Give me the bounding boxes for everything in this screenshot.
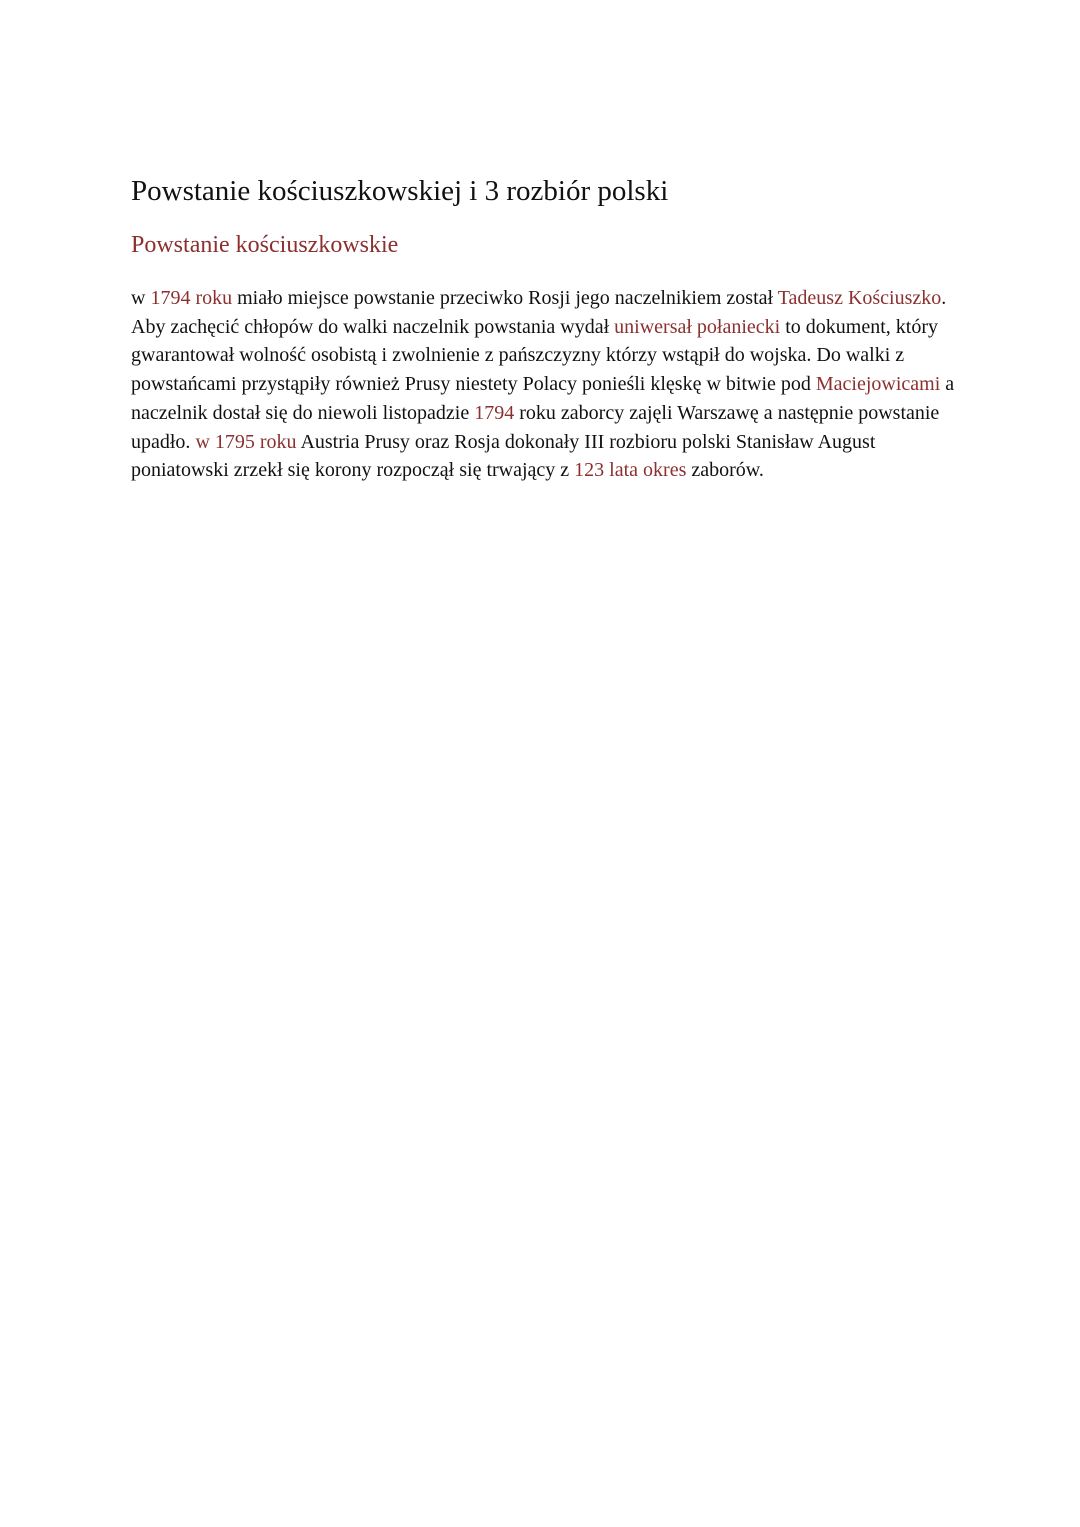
text-run: w [131, 287, 151, 309]
text-run: a naczelnik dostał się do niewoli listopadzie [131, 373, 955, 424]
text-run: miało miejsce powstanie przeciwko Rosji jego naczelnikiem został [232, 287, 778, 309]
highlighted-text: Maciejowicami [815, 373, 941, 396]
highlighted-text: 1794 [474, 401, 515, 424]
document-content [131, 170, 961, 485]
section-heading: Powstanie kościuszkowskie [131, 232, 399, 258]
highlighted-text: Tadeusz Kościuszko [777, 287, 942, 309]
highlighted-text: uniwersał połaniecki [614, 315, 781, 338]
text-run: Austria Prusy oraz Rosja dokonały III rozbioru polski Stanisław August poniatowski zrzekł się korony rozpoczął się trwający z [131, 430, 876, 482]
highlighted-text: 123 lata okres [574, 459, 687, 482]
body-paragraph [131, 284, 961, 485]
highlighted-text: 1794 roku [150, 287, 233, 309]
text-run: . Aby zachęcić chłopów do walki naczelnik powstania wydał [131, 287, 947, 338]
text-run: zaborów. [686, 459, 764, 482]
text-run: to dokument, który gwarantował wolność osobistą i zwolnienie z pańszczyzny którzy wstąpił do wojska. Do walki z powstańcami przystąpiły również Prusy niestety Polacy ponieśli klęskę w bitwie pod [131, 315, 938, 396]
document-title: Powstanie kościuszkowskiej i 3 rozbiór polski [131, 175, 669, 207]
highlighted-text: w 1795 roku [195, 430, 297, 453]
text-run: roku zaborcy zajęli Warszawę a następnie powstanie upadło. [131, 401, 940, 453]
